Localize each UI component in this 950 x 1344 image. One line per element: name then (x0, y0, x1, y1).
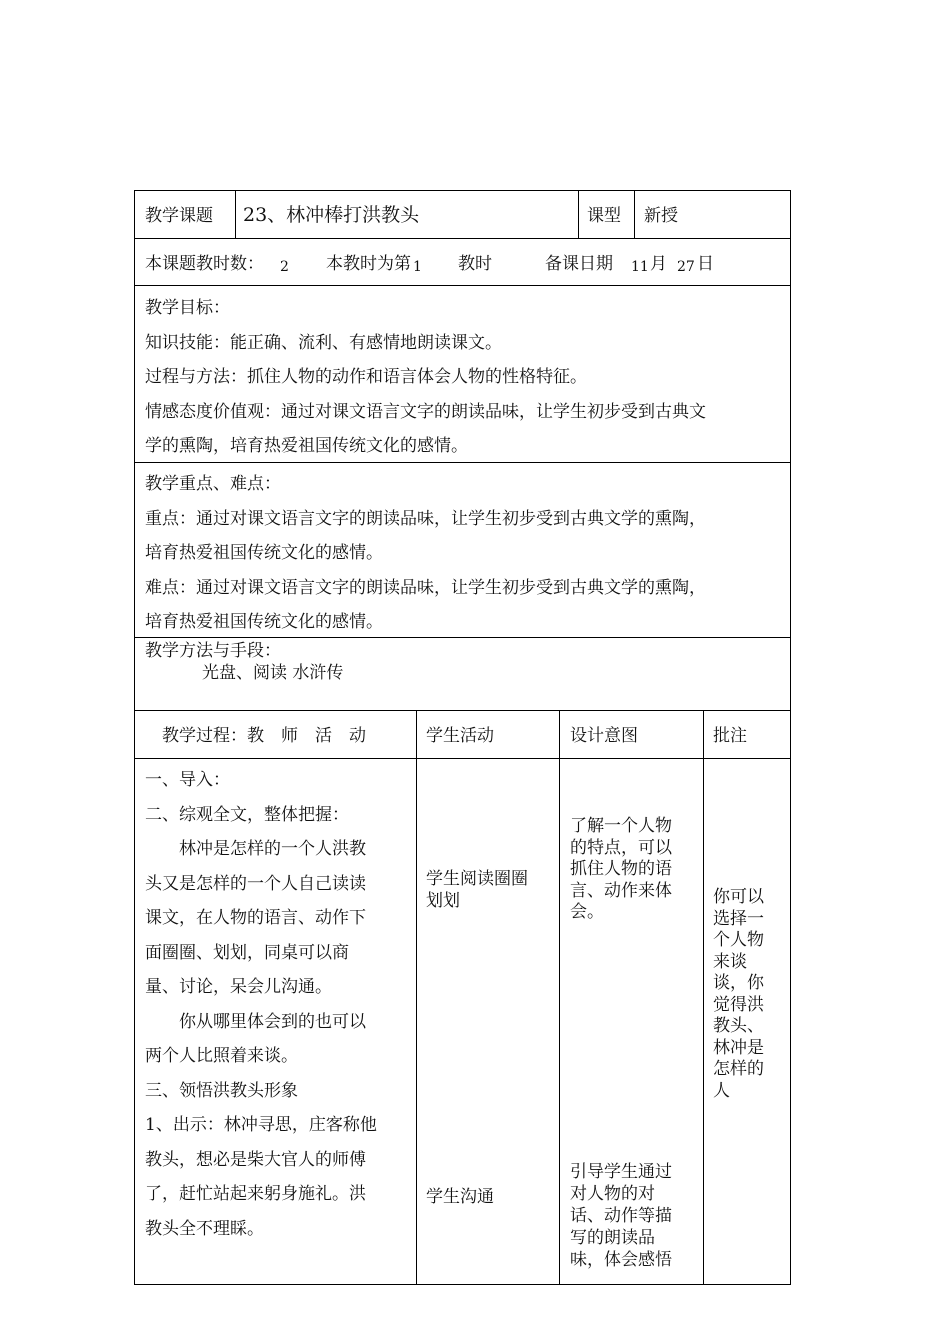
notes-header: 批注 (713, 726, 747, 746)
design-line: 抓住人物的语 (570, 859, 672, 879)
current-hour-value: 1 (413, 259, 422, 275)
current-hour-suffix: 教时 (458, 254, 492, 274)
objective-emotion: 情感态度价值观：通过对课文语言文字的朗读品味，让学生初步受到古典文 (145, 401, 706, 422)
design-line: 会。 (570, 902, 604, 922)
teacher-line: 一、导入： (145, 770, 230, 790)
difficult-point: 难点：通过对课文语言文字的朗读品味，让学生初步受到古典文学的熏陶， (145, 577, 706, 598)
methods-content: 光盘、阅读 水浒传 (202, 663, 344, 683)
note-line: 教头、 (713, 1016, 764, 1036)
topic-label: 教学课题 (145, 206, 213, 226)
design-line: 的特点，可以 (570, 837, 672, 858)
col-divider (578, 191, 579, 238)
design-line: 言、动作来体 (570, 880, 672, 901)
teacher-line: 头又是怎样的一个人自己读读 (145, 873, 366, 894)
row-divider (135, 238, 790, 239)
total-hours-label: 本课题教时数： (145, 254, 264, 274)
prep-day: 27 (677, 259, 695, 275)
prep-month: 11 (631, 259, 649, 275)
design-line: 味，体会感悟 (570, 1250, 672, 1270)
col-divider (703, 710, 704, 1284)
key-point-cont: 培育热爱祖国传统文化的感情。 (145, 543, 383, 563)
student-line: 划划 (426, 890, 460, 911)
note-line: 选择一 (713, 908, 764, 929)
type-label: 课型 (587, 206, 621, 226)
note-line: 谈，你 (713, 973, 764, 993)
teacher-line: 量、讨论，呆会儿沟通。 (145, 977, 332, 997)
objectives-heading: 教学目标： (145, 298, 230, 318)
note-line: 你可以 (713, 887, 764, 907)
teacher-line: 1、出示：林冲寻思，庄客称他 (145, 1115, 377, 1135)
total-hours-value: 2 (280, 259, 289, 275)
teacher-line: 面圈圈、划划，同桌可以商 (145, 942, 349, 963)
design-intent-header: 设计意图 (570, 726, 638, 746)
lesson-plan-table (134, 190, 791, 1285)
note-line: 怎样的 (713, 1059, 764, 1079)
design-line: 话、动作等描 (570, 1206, 672, 1226)
teacher-line: 林冲是怎样的一个人洪教 (145, 839, 366, 859)
type-value: 新授 (644, 206, 678, 226)
student-activity-header: 学生活动 (426, 726, 494, 746)
teacher-line: 教头全不理睬。 (145, 1218, 264, 1239)
col-divider (235, 191, 236, 238)
topic-value: 23、林冲棒打洪教头 (243, 204, 420, 226)
student-line: 学生沟通 (426, 1187, 494, 1207)
design-line: 引导学生通过 (570, 1162, 672, 1182)
teacher-line: 你从哪里体会到的也可以 (145, 1011, 366, 1032)
col-divider (634, 191, 635, 238)
key-points-heading: 教学重点、难点： (145, 474, 281, 494)
objective-emotion-cont: 学的熏陶，培育热爱祖国传统文化的感情。 (145, 436, 468, 456)
month-unit: 月 (650, 254, 667, 274)
difficult-point-cont: 培育热爱祖国传统文化的感情。 (145, 612, 383, 632)
objectives-section (145, 291, 706, 464)
row-divider (135, 758, 790, 759)
note-line: 个人物 (713, 930, 764, 950)
note-line: 人 (713, 1080, 730, 1101)
notes-block (713, 887, 764, 1102)
teacher-activity-header: 教学过程：教 师 活 动 (162, 726, 366, 746)
prep-date-label: 备课日期 (545, 254, 613, 274)
student-activity-block (426, 1187, 494, 1209)
col-divider (416, 710, 417, 1284)
methods-heading: 教学方法与手段： (145, 641, 281, 661)
key-points-section (145, 467, 706, 640)
teacher-line: 三、领悟洪教头形象 (145, 1080, 298, 1101)
objective-process: 过程与方法：抓住人物的动作和语言体会人物的性格特征。 (145, 367, 587, 387)
col-divider (559, 710, 560, 1284)
row-divider (135, 710, 790, 711)
teacher-line: 两个人比照着来谈。 (145, 1046, 298, 1066)
row-divider (135, 285, 790, 286)
note-line: 林冲是 (713, 1037, 764, 1058)
student-line: 学生阅读圈圈 (426, 869, 528, 889)
objective-knowledge: 知识技能：能正确、流利、有感情地朗读课文。 (145, 332, 502, 353)
teacher-line: 二、综观全文，整体把握： (145, 804, 349, 825)
design-line: 了解一个人物 (570, 816, 672, 836)
day-unit: 日 (697, 254, 714, 274)
current-hour-prefix: 本教时为第 (326, 254, 411, 274)
teacher-activity-content (145, 763, 377, 1246)
note-line: 来谈 (713, 951, 747, 972)
design-intent-block (570, 816, 672, 924)
teacher-line: 课文，在人物的语言、动作下 (145, 908, 366, 928)
design-line: 写的朗读品 (570, 1228, 655, 1248)
note-line: 觉得洪 (713, 994, 764, 1015)
design-line: 对人物的对 (570, 1184, 655, 1204)
key-point: 重点：通过对课文语言文字的朗读品味，让学生初步受到古典文学的熏陶， (145, 508, 706, 529)
student-activity-block (426, 869, 528, 912)
design-intent-block (570, 1161, 672, 1271)
teacher-line: 了，赶忙站起来躬身施礼。洪 (145, 1184, 366, 1204)
teacher-line: 教头，想必是柴大官人的师傅 (145, 1149, 366, 1170)
